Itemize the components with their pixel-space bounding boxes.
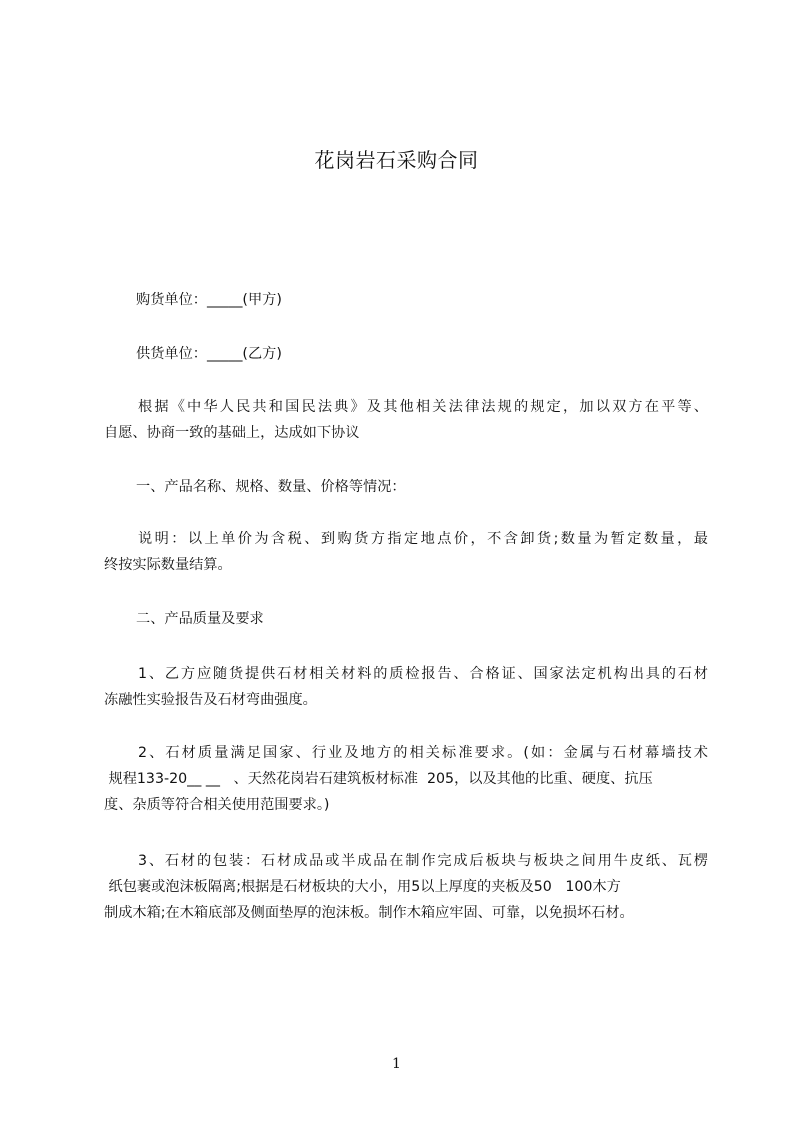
buyer-line	[136, 287, 740, 313]
buyer-text: 购货单位：_____(甲方)	[136, 292, 282, 308]
preamble-line-2: 自愿、协商一致的基础上，达成如下协议	[104, 425, 360, 441]
note-paragraph	[104, 526, 708, 578]
section-1-heading	[136, 474, 740, 500]
preamble-line-1: 根据《中华人民共和国民法典》及其他相关法律法规的规定，加以双方在平等、	[138, 399, 708, 415]
item-1-paragraph	[104, 661, 708, 713]
item-3-line-1: 3、石材的包装：石材成品或半成品在制作完成后板块与板块之间用牛皮纸、瓦楞	[138, 853, 708, 869]
section-1-heading-text: 一、产品名称、规格、数量、价格等情况：	[136, 479, 406, 495]
item-1-line-2: 冻融性实验报告及石材弯曲强度。	[104, 692, 317, 708]
item-3-line-3: 制成木箱;在木箱底部及侧面垫厚的泡沫板。制作木箱应牢固、可靠，以免损坏石材。	[104, 905, 634, 921]
page-number: 1	[392, 1056, 401, 1072]
item-2-line-2: 规程133-20__ __ 、天然花岗岩石建筑板材标准 205，以及其他的比重、硬度、抗压	[104, 771, 653, 787]
note-line-1: 说明：以上单价为含税、到购货方指定地点价，不含卸货;数量为暂定数量，最	[138, 531, 708, 547]
item-3-paragraph	[104, 848, 708, 926]
item-2-line-1: 2、石材质量满足国家、行业及地方的相关标准要求。(如：金属与石材幕墙技术	[138, 745, 708, 761]
section-2-heading	[136, 606, 740, 632]
document-title: 花岗岩石采购合同	[314, 148, 479, 172]
note-line-2: 终按实际数量结算。	[104, 557, 232, 573]
item-2-line-3: 度、杂质等符合相关使用范围要求。)	[104, 797, 330, 813]
item-3-line-2: 纸包裹或泡沫板隔离;根据是石材板块的大小，用5以上厚度的夹板及50 100木方	[104, 879, 621, 895]
supplier-text: 供货单位：_____(乙方)	[136, 346, 282, 362]
preamble-paragraph	[104, 394, 708, 446]
item-2-paragraph	[104, 740, 708, 818]
item-1-line-1: 1、乙方应随货提供石材相关材料的质检报告、合格证、国家法定机构出具的石材	[138, 666, 708, 682]
section-2-heading-text: 二、产品质量及要求	[136, 611, 264, 627]
supplier-line	[136, 341, 740, 367]
